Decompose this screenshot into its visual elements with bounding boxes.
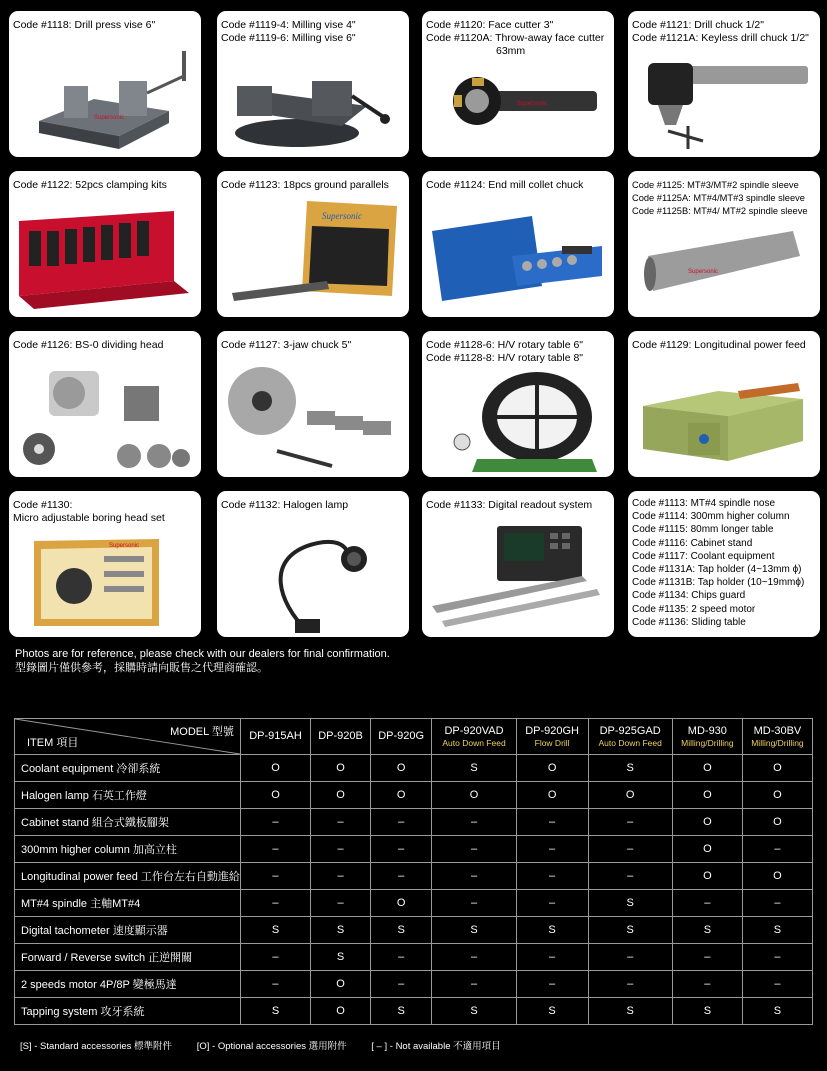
availability-cell: O — [672, 755, 742, 782]
product-card-1120[interactable] — [422, 11, 614, 157]
availability-cell: O — [370, 782, 431, 809]
rotary-table-icon — [422, 367, 614, 477]
availability-cell: – — [240, 944, 310, 971]
availability-cell: – — [516, 971, 588, 998]
availability-cell: O — [672, 863, 742, 890]
availability-cell: – — [240, 809, 310, 836]
model-column-header: DP-915AH — [240, 719, 310, 755]
availability-cell: – — [742, 836, 812, 863]
legend-optional: [O] - Optional accessories 選用附件 — [196, 1041, 347, 1052]
product-card-1133[interactable] — [422, 491, 614, 637]
availability-cell: S — [370, 998, 431, 1025]
product-grid — [9, 11, 813, 636]
availability-cell: O — [742, 755, 812, 782]
availability-cell: – — [432, 890, 516, 917]
disclaimer-en: Photos are for reference, please check with our dealers for final confirmation. — [15, 648, 390, 660]
availability-cell: – — [370, 944, 431, 971]
availability-cell: O — [240, 782, 310, 809]
item-label: MT#4 spindle 主軸MT#4 — [15, 890, 241, 917]
availability-cell: – — [370, 836, 431, 863]
item-label: Forward / Reverse switch 正逆開關 — [15, 944, 241, 971]
availability-cell: O — [742, 863, 812, 890]
table-row — [15, 890, 813, 917]
drill-press-vise-icon — [9, 41, 201, 157]
product-card-1121[interactable] — [628, 11, 820, 157]
availability-cell: – — [516, 863, 588, 890]
availability-cell: O — [311, 971, 371, 998]
product-caption: Code #1132: Halogen lamp — [221, 499, 349, 511]
availability-cell: S — [370, 917, 431, 944]
availability-cell: O — [432, 782, 516, 809]
drill-chuck-icon — [628, 41, 820, 157]
legend-standard: [S] - Standard accessories 標準附件 — [20, 1041, 173, 1052]
availability-cell: – — [588, 836, 672, 863]
product-caption: Code #1121: Drill chuck 1/2" Code #1121A: Keyless drill chuck 1/2" — [632, 19, 809, 44]
availability-cell: O — [742, 809, 812, 836]
brand-label: Supersonic — [109, 543, 140, 549]
model-header: MODEL 型號 — [170, 726, 234, 738]
availability-cell: – — [516, 944, 588, 971]
availability-cell: O — [240, 755, 310, 782]
legend — [20, 1038, 523, 1052]
three-jaw-chuck-icon — [217, 361, 409, 477]
availability-cell: – — [588, 971, 672, 998]
availability-cell: O — [311, 998, 371, 1025]
table-row — [15, 944, 813, 971]
availability-cell: S — [311, 917, 371, 944]
model-column-header: MD-930 Milling/Drilling — [672, 719, 742, 755]
availability-cell: S — [432, 998, 516, 1025]
milling-vise-icon — [217, 41, 409, 157]
product-caption: Code #1126: BS-0 dividing head — [13, 339, 164, 351]
availability-cell: – — [432, 971, 516, 998]
model-column-header: MD-30BV Milling/Drilling — [742, 719, 812, 755]
product-caption: Code #1120: Face cutter 3" Code #1120A: Throw-away face cutter 63mm — [426, 19, 605, 57]
ground-parallels-icon — [217, 201, 409, 317]
disclaimer-notes — [15, 647, 390, 675]
availability-cell: – — [672, 890, 742, 917]
table-row — [15, 971, 813, 998]
availability-cell: S — [240, 998, 310, 1025]
product-card-1118[interactable] — [9, 11, 201, 157]
model-column-header: DP-920VAD Auto Down Feed — [432, 719, 516, 755]
product-caption: Code #1118: Drill press vise 6" — [13, 19, 156, 31]
availability-cell: – — [240, 890, 310, 917]
table-corner-header — [15, 719, 241, 755]
item-label: Coolant equipment 冷卻系統 — [15, 755, 241, 782]
clamping-kit-icon — [9, 201, 201, 317]
availability-cell: – — [311, 836, 371, 863]
availability-cell: S — [311, 944, 371, 971]
legend-not-available: [ – ] - Not available 不適用項目 — [371, 1041, 501, 1052]
product-caption: Code #1129: Longitudinal power feed — [632, 339, 806, 351]
dividing-head-icon — [9, 361, 201, 477]
availability-cell: S — [588, 917, 672, 944]
availability-cell: – — [588, 944, 672, 971]
product-caption: Code #1123: 18pcs ground parallels — [221, 179, 389, 191]
product-caption: Code #1133: Digital readout system — [426, 499, 593, 511]
disclaimer-zh: 型錄圖片僅供參考，採購時請向販售之代理商確認。 — [15, 662, 268, 674]
availability-cell: – — [432, 836, 516, 863]
availability-cell: – — [672, 971, 742, 998]
product-caption: Code #1125: MT#3/MT#2 spindle sleeve Code #1125A: MT#4/MT#3 spindle sleeve Code #1125B: MT#4/ MT#2 spindle sleeve — [632, 180, 808, 216]
boring-head-set-icon — [9, 531, 201, 637]
availability-cell: S — [516, 917, 588, 944]
face-cutter-icon — [422, 51, 614, 157]
availability-cell: – — [240, 863, 310, 890]
availability-cell: – — [588, 863, 672, 890]
product-caption: Code #1124: End mill collet chuck — [426, 179, 584, 191]
product-caption: Code #1128-6: H/V rotary table 6" Code #1128-8: H/V rotary table 8" — [426, 339, 584, 364]
availability-cell: – — [516, 809, 588, 836]
accessories-comparison-table — [14, 718, 813, 1025]
power-feed-icon — [628, 361, 820, 477]
availability-cell: O — [311, 782, 371, 809]
spindle-sleeve-icon — [628, 226, 820, 317]
availability-cell: O — [370, 755, 431, 782]
availability-cell: – — [370, 809, 431, 836]
svg-text:Supersonic: Supersonic — [517, 101, 548, 107]
availability-cell: S — [672, 917, 742, 944]
model-column-header: DP-920GH Flow Drill — [516, 719, 588, 755]
availability-cell: – — [516, 890, 588, 917]
availability-cell: S — [516, 998, 588, 1025]
item-label: Longitudinal power feed 工作台左右自動進給 — [15, 863, 241, 890]
table-row — [15, 836, 813, 863]
availability-cell: S — [588, 755, 672, 782]
availability-cell: O — [742, 782, 812, 809]
brand-label: Supersonic — [322, 211, 362, 221]
product-card-1126[interactable] — [9, 331, 201, 477]
table-row — [15, 917, 813, 944]
availability-cell: S — [672, 998, 742, 1025]
item-label: 300mm higher column 加高立柱 — [15, 836, 241, 863]
availability-cell: – — [516, 836, 588, 863]
availability-cell: – — [432, 944, 516, 971]
product-caption: Code #1130: Micro adjustable boring head set — [13, 499, 165, 524]
item-label: Digital tachometer 速度顯示器 — [15, 917, 241, 944]
availability-cell: – — [311, 809, 371, 836]
availability-cell: O — [370, 890, 431, 917]
availability-cell: – — [742, 944, 812, 971]
table-header-row — [15, 719, 813, 755]
availability-cell: – — [742, 971, 812, 998]
product-list: Code #1113: MT#4 spindle nose Code #1114: 300mm higher column Code #1115: 80mm longer table Code #1116: Cabinet stand Code #1117: Coolant equipment Code #1131A: Tap holder (4~13mm ϕ) Code #1131B: Tap holder (10~19mmϕ) Code #1134: Chips guard Code #1135: 2 speed motor Code #1136: Sliding table — [632, 498, 805, 628]
availability-cell: S — [240, 917, 310, 944]
model-column-header: DP-920B — [311, 719, 371, 755]
availability-cell: – — [240, 971, 310, 998]
availability-cell: O — [311, 755, 371, 782]
product-card-1125[interactable] — [628, 171, 820, 317]
product-card-1130[interactable] — [9, 491, 201, 637]
product-card-1122[interactable] — [9, 171, 201, 317]
product-card-misc[interactable] — [628, 491, 820, 637]
product-caption: Code #1119-4: Milling vise 4" Code #1119-6: Milling vise 6" — [221, 19, 356, 44]
table-row — [15, 782, 813, 809]
product-caption: Code #1122: 52pcs clamping kits — [13, 179, 167, 191]
availability-cell: – — [240, 836, 310, 863]
table-row — [15, 755, 813, 782]
availability-cell: – — [370, 863, 431, 890]
availability-cell: – — [432, 809, 516, 836]
product-card-1119[interactable] — [217, 11, 409, 157]
availability-cell: S — [588, 890, 672, 917]
availability-cell: O — [516, 755, 588, 782]
collet-chuck-icon — [422, 201, 614, 317]
availability-cell: – — [311, 863, 371, 890]
availability-cell: – — [370, 971, 431, 998]
svg-text:Supersonic: Supersonic — [94, 115, 125, 121]
availability-cell: S — [432, 755, 516, 782]
item-label: 2 speeds motor 4P/8P 變極馬達 — [15, 971, 241, 998]
item-label: Halogen lamp 石英工作燈 — [15, 782, 241, 809]
digital-readout-icon — [422, 521, 614, 637]
availability-cell: – — [311, 890, 371, 917]
product-card-1127[interactable] — [217, 331, 409, 477]
availability-cell: O — [672, 809, 742, 836]
availability-cell: O — [672, 782, 742, 809]
availability-cell: – — [588, 809, 672, 836]
product-card-1129[interactable] — [628, 331, 820, 477]
availability-cell: S — [432, 917, 516, 944]
table-body — [15, 755, 813, 1025]
availability-cell: – — [432, 863, 516, 890]
availability-cell: S — [742, 917, 812, 944]
product-card-1132[interactable] — [217, 491, 409, 637]
product-card-1123[interactable] — [217, 171, 409, 317]
item-label: Tapping system 攻牙系統 — [15, 998, 241, 1025]
product-card-1128[interactable] — [422, 331, 614, 477]
brand-label: Supersonic — [688, 269, 719, 275]
item-label: Cabinet stand 組合式鐵板腳架 — [15, 809, 241, 836]
availability-cell: O — [672, 836, 742, 863]
availability-cell: O — [588, 782, 672, 809]
table-row — [15, 863, 813, 890]
availability-cell: S — [588, 998, 672, 1025]
availability-cell: – — [742, 890, 812, 917]
model-column-header: DP-925GAD Auto Down Feed — [588, 719, 672, 755]
availability-cell: O — [516, 782, 588, 809]
availability-cell: – — [672, 944, 742, 971]
table-row — [15, 809, 813, 836]
availability-cell: S — [742, 998, 812, 1025]
halogen-lamp-icon — [217, 521, 409, 637]
product-card-1124[interactable] — [422, 171, 614, 317]
table-row — [15, 998, 813, 1025]
model-column-header: DP-920G — [370, 719, 431, 755]
product-caption: Code #1127: 3-jaw chuck 5" — [221, 339, 352, 351]
item-header: ITEM 項目 — [27, 737, 79, 749]
